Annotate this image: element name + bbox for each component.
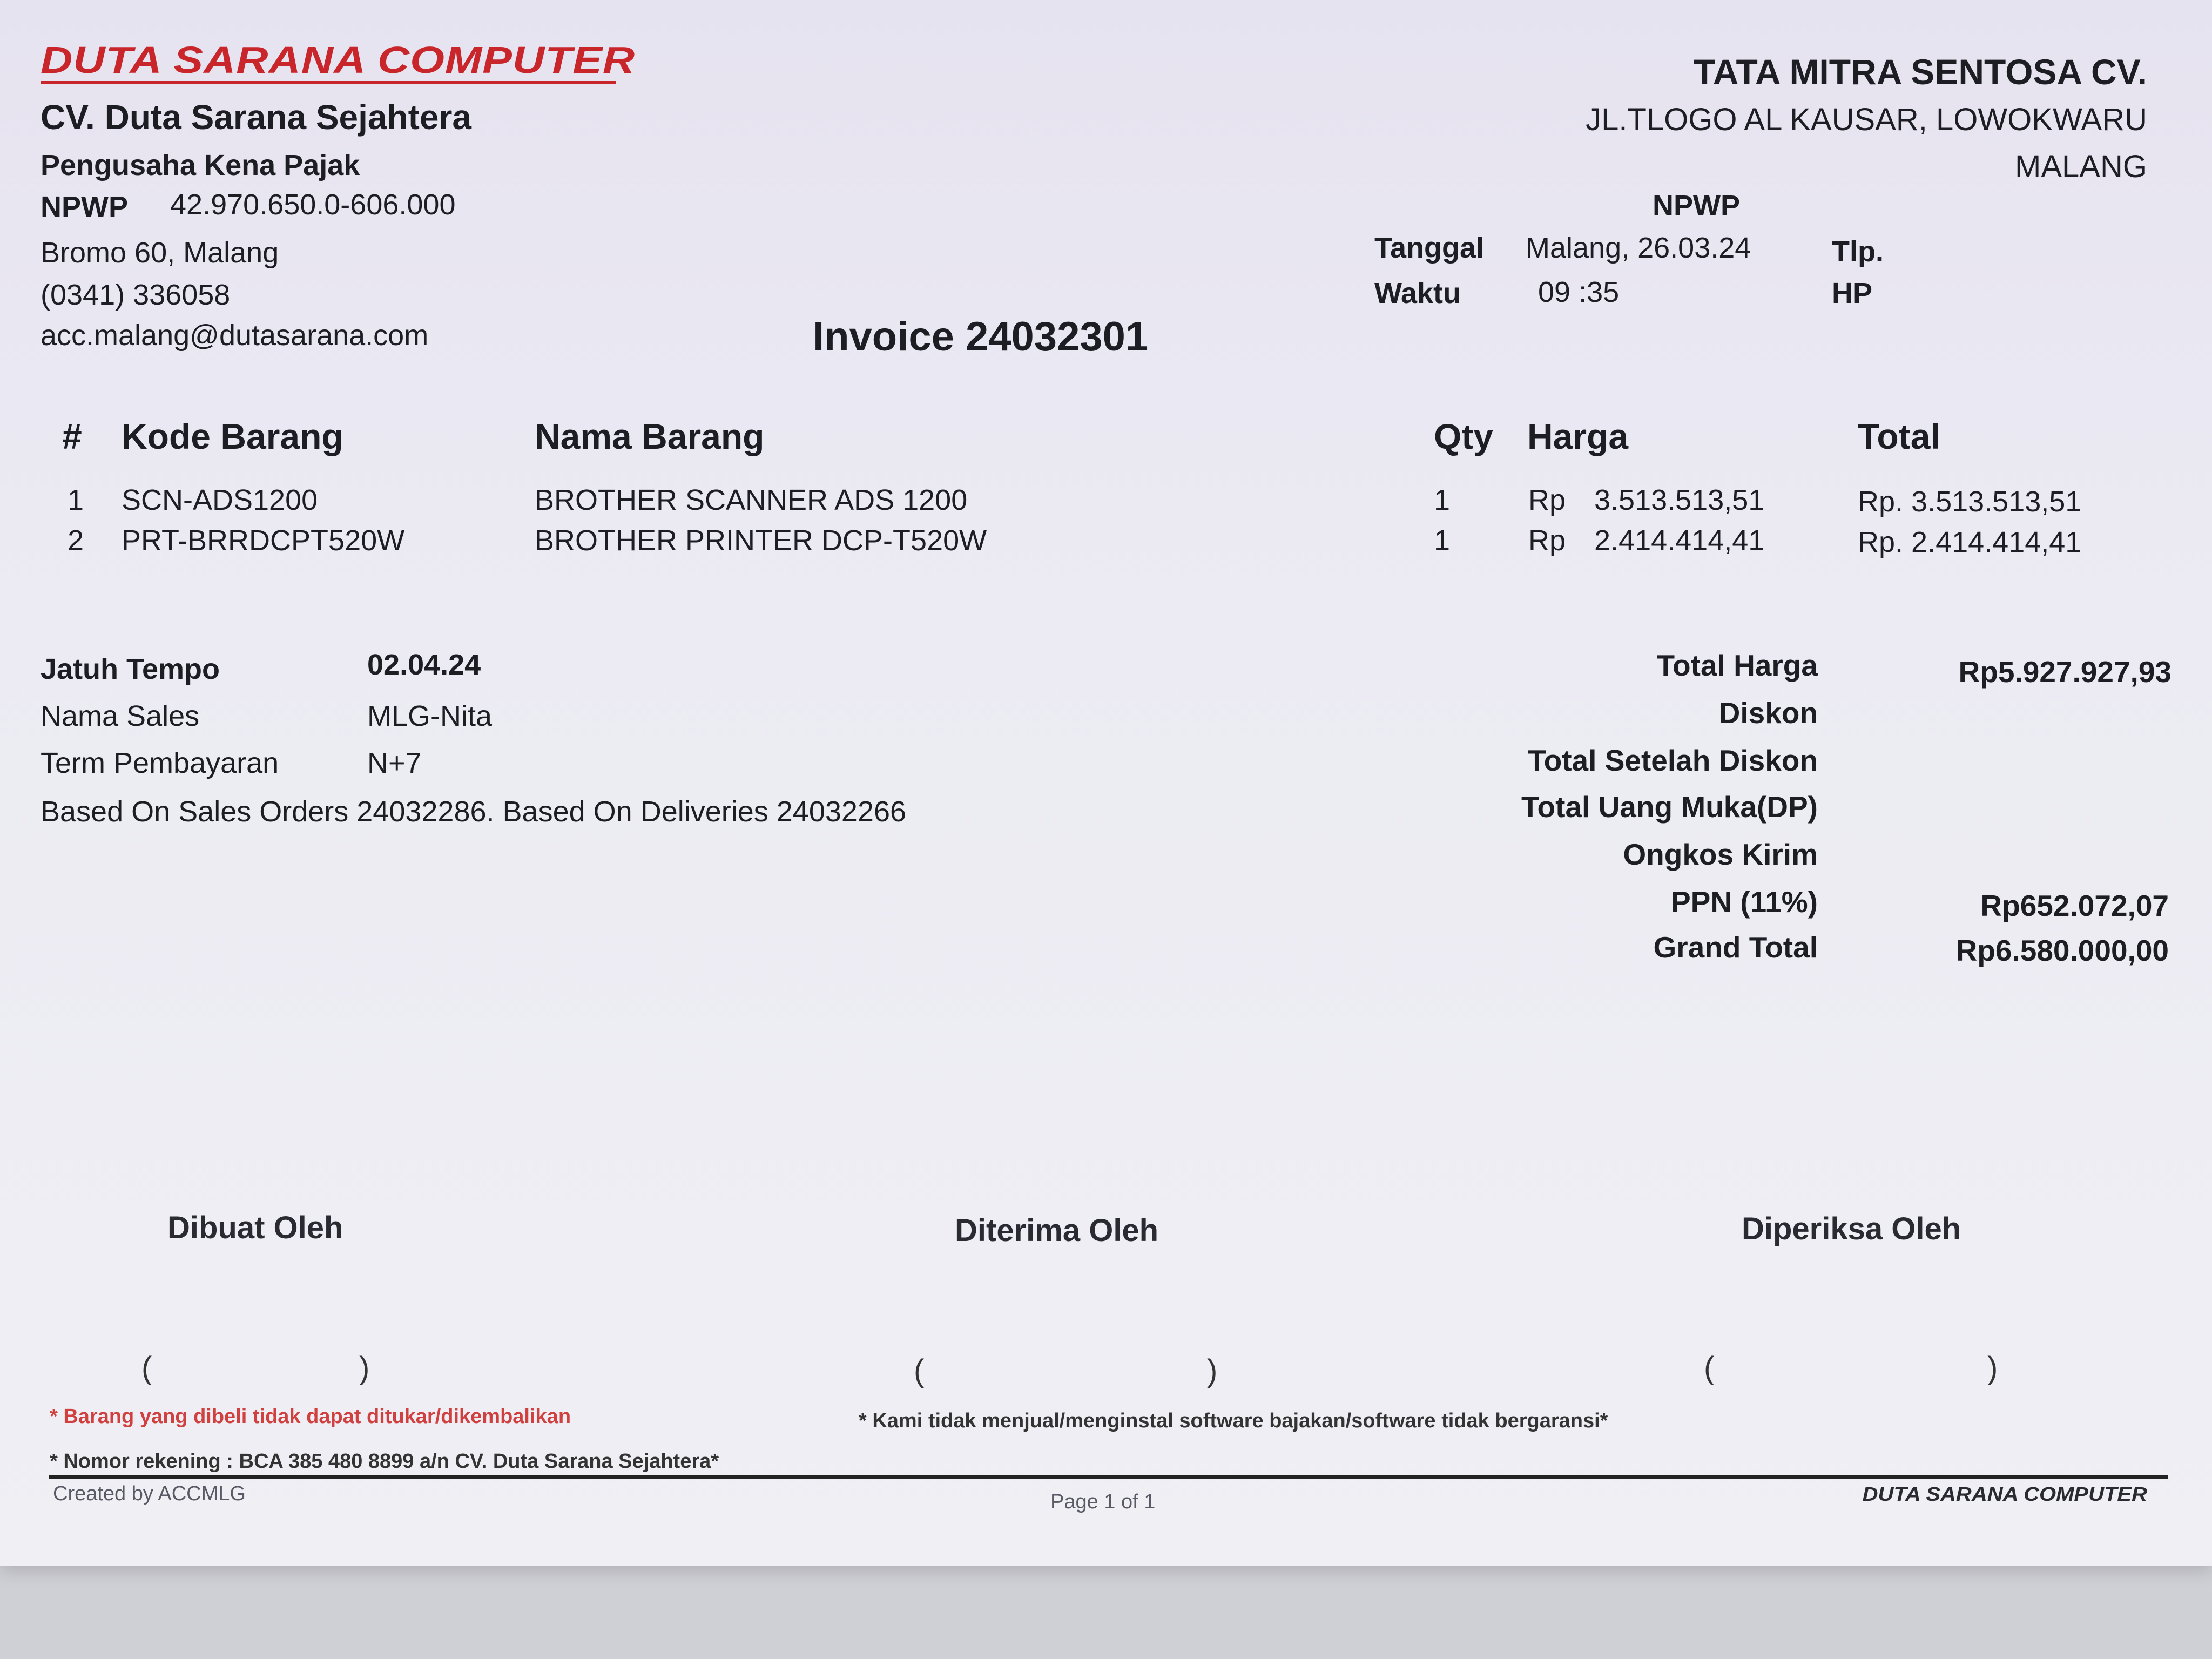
row-qty: 1 — [1434, 524, 1451, 557]
created-by: Created by ACCMLG — [53, 1482, 246, 1505]
seller-company-name: CV. Duta Sarana Sejahtera — [41, 98, 471, 137]
waktu-value: 09 :35 — [1538, 276, 1620, 308]
hp-label: HP — [1832, 277, 1873, 309]
term-label: Term Pembayaran — [41, 747, 279, 779]
invoice-title: Invoice 24032301 — [813, 314, 1149, 360]
buyer-address: JL.TLOGO AL KAUSAR, LOWOKWARU — [1586, 102, 2147, 137]
tlp-label: Tlp. — [1832, 235, 1884, 268]
seller-address: Bromo 60, Malang — [41, 237, 279, 269]
sign-open-paren: ( — [914, 1353, 925, 1388]
page-number: Page 1 of 1 — [1050, 1491, 1156, 1513]
row-total: Rp. 3.513.513,51 — [1858, 485, 2082, 518]
col-header-nama: Nama Barang — [535, 416, 765, 456]
col-header-number: # — [62, 416, 82, 456]
seller-npwp-value: 42.970.650.0-606.000 — [170, 188, 456, 221]
ppn-value: Rp652.072,07 — [1980, 889, 2169, 922]
tanggal-value: Malang, 26.03.24 — [1526, 232, 1751, 264]
buyer-npwp-label: NPWP — [1653, 190, 1740, 222]
footer-logo: DUTA SARANA COMPUTER — [1862, 1483, 2147, 1505]
sign-open-paren: ( — [141, 1351, 152, 1386]
note-no-return: * Barang yang dibeli tidak dapat ditukar/dikembalikan — [50, 1405, 571, 1428]
buyer-city: MALANG — [2015, 149, 2147, 184]
grand-total-value: Rp6.580.000,00 — [1955, 934, 2169, 967]
dibuat-oleh-label: Dibuat Oleh — [167, 1210, 343, 1245]
row-rp: Rp — [1528, 524, 1566, 557]
footer-divider — [49, 1475, 2168, 1479]
sign-open-paren: ( — [1704, 1351, 1715, 1386]
ppn-label: PPN (11%) — [1670, 885, 1818, 919]
sign-close-paren: ) — [1207, 1353, 1218, 1388]
col-header-qty: Qty — [1434, 416, 1494, 456]
row-nama: BROTHER PRINTER DCP-T520W — [535, 524, 987, 557]
row-kode: SCN-ADS1200 — [122, 484, 318, 516]
note-no-piracy: * Kami tidak menjual/menginstal software bajakan/software tidak bergaransi* — [859, 1410, 1608, 1432]
diterima-oleh-label: Diterima Oleh — [955, 1213, 1159, 1248]
seller-email: acc.malang@dutasarana.com — [41, 319, 429, 352]
sign-close-paren: ) — [1987, 1351, 1998, 1386]
sales-value: MLG-Nita — [367, 700, 493, 732]
row-number: 1 — [68, 484, 84, 516]
based-on-text: Based On Sales Orders 24032286. Based On Deliveries 24032266 — [41, 795, 907, 828]
diskon-label: Diskon — [1718, 696, 1818, 730]
total-harga-value: Rp5.927.927,93 — [1958, 655, 2171, 689]
buyer-name: TATA MITRA SENTOSA CV. — [1694, 52, 2147, 92]
grand-total-label: Grand Total — [1653, 930, 1818, 964]
row-rp: Rp — [1528, 484, 1566, 516]
sign-close-paren: ) — [359, 1351, 370, 1386]
col-header-kode: Kode Barang — [122, 416, 343, 456]
row-nama: BROTHER SCANNER ADS 1200 — [535, 484, 968, 516]
diperiksa-oleh-label: Diperiksa Oleh — [1742, 1211, 1961, 1246]
row-qty: 1 — [1434, 484, 1451, 516]
jatuh-tempo-value: 02.04.24 — [367, 649, 481, 681]
logo-underline — [41, 81, 616, 84]
ongkos-kirim-label: Ongkos Kirim — [1623, 838, 1818, 871]
seller-logo: DUTA SARANA COMPUTER — [41, 39, 636, 82]
uang-muka-label: Total Uang Muka(DP) — [1521, 790, 1818, 824]
note-bank-account: * Nomor rekening : BCA 385 480 8899 a/n CV. Duta Sarana Sejahtera* — [50, 1450, 719, 1473]
col-header-total: Total — [1858, 416, 1940, 456]
row-kode: PRT-BRRDCPT520W — [122, 524, 405, 557]
total-harga-label: Total Harga — [1656, 649, 1818, 682]
tanggal-label: Tanggal — [1374, 232, 1485, 264]
waktu-label: Waktu — [1374, 277, 1461, 309]
setelah-diskon-label: Total Setelah Diskon — [1528, 744, 1818, 777]
seller-phone: (0341) 336058 — [41, 279, 231, 311]
row-harga: 2.414.414,41 — [1594, 524, 1765, 557]
row-number: 2 — [68, 524, 84, 557]
seller-pkp: Pengusaha Kena Pajak — [41, 149, 360, 181]
sales-label: Nama Sales — [41, 700, 200, 732]
col-header-harga: Harga — [1527, 416, 1629, 456]
row-harga: 3.513.513,51 — [1594, 484, 1765, 516]
jatuh-tempo-label: Jatuh Tempo — [41, 653, 220, 685]
seller-npwp-label: NPWP — [41, 191, 128, 223]
term-value: N+7 — [367, 747, 422, 779]
row-total: Rp. 2.414.414,41 — [1858, 526, 2082, 558]
